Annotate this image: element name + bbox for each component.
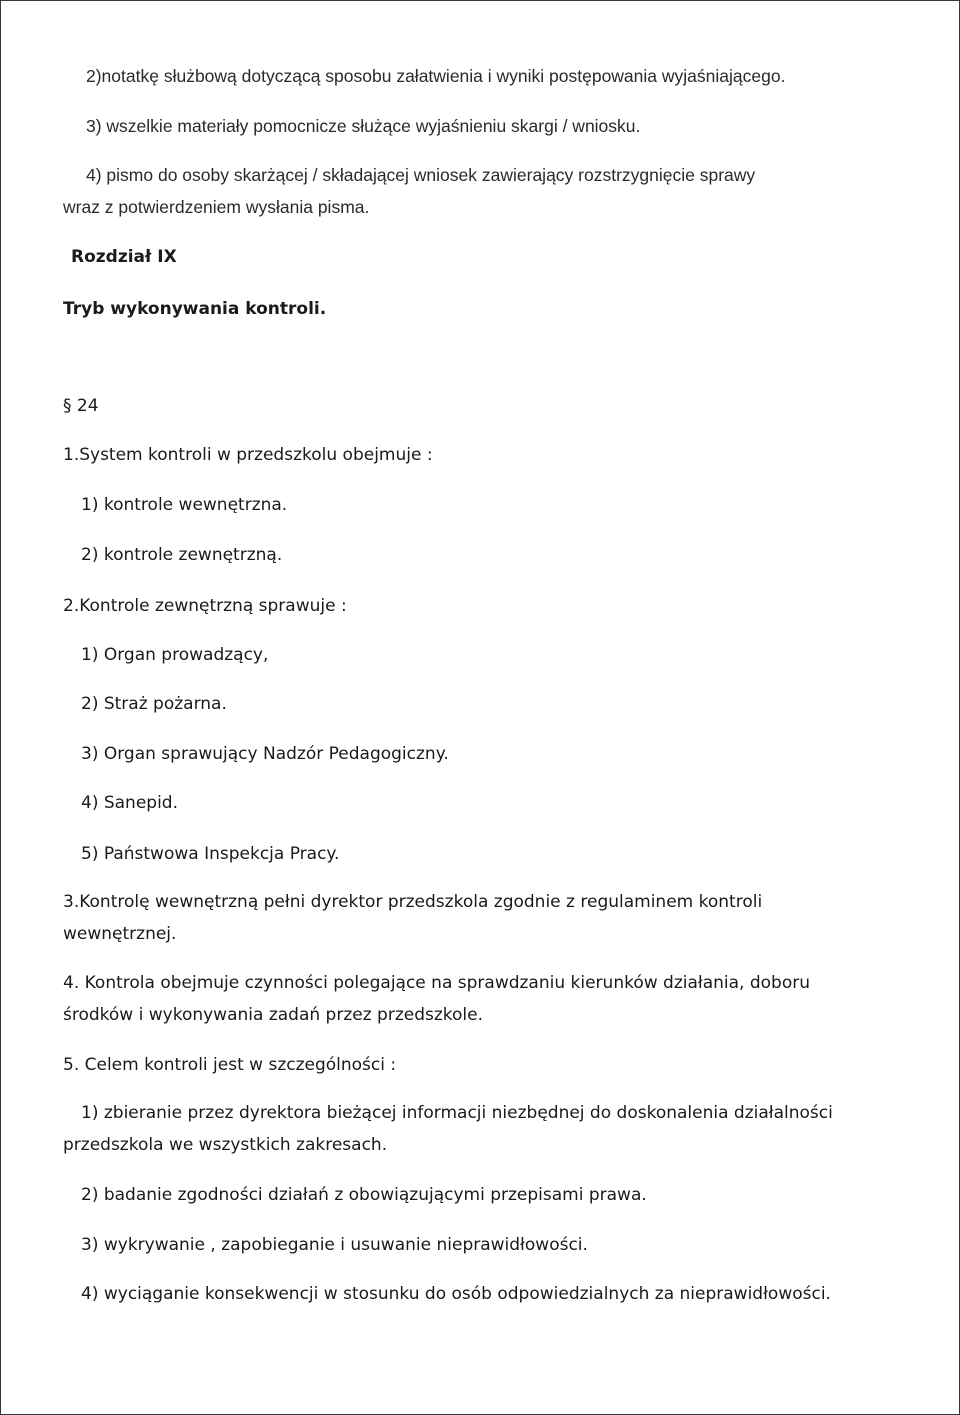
chapter-title: Tryb wykonywania kontroli. [63,299,327,319]
list-item: 2) badanie zgodności działań z obowiązującymi przepisami prawa. [81,1185,647,1205]
list-item: 2) kontrole zewnętrzną. [81,545,283,565]
list-item-continuation: przedszkola we wszystkich zakresach. [63,1135,388,1155]
paragraph-mark: § 24 [63,396,99,416]
section-text: wewnętrznej. [63,924,177,944]
list-item-continuation: wraz z potwierdzeniem wysłania pisma. [63,197,370,217]
list-item: 3) wykrywanie , zapobieganie i usuwanie nieprawidłowości. [81,1235,588,1255]
section-heading: 5. Celem kontroli jest w szczególności : [63,1055,397,1075]
section-text: środków i wykonywania zadań przez przedszkole. [63,1005,483,1025]
list-item: 1) Organ prowadzący, [81,645,269,665]
list-item: 3) Organ sprawujący Nadzór Pedagogiczny. [81,744,449,764]
section-text: 3.Kontrolę wewnętrzną pełni dyrektor przedszkola zgodnie z regulaminem kontroli [63,892,763,912]
list-item: 4) wyciąganie konsekwencji w stosunku do osób odpowiedzialnych za nieprawidłowości. [81,1284,831,1304]
section-text: 4. Kontrola obejmuje czynności polegające na sprawdzaniu kierunków działania, doboru [63,973,811,993]
list-item: 5) Państwowa Inspekcja Pracy. [81,844,340,864]
chapter-number: Rozdział IX [71,247,177,267]
list-item: 1) kontrole wewnętrzna. [81,495,288,515]
section-heading: 2.Kontrole zewnętrzną sprawuje : [63,596,347,616]
list-item: 4) pismo do osoby skarżącej / składającej wniosek zawierający rozstrzygnięcie sprawy [86,165,756,185]
section-heading: 1.System kontroli w przedszkolu obejmuje : [63,445,433,465]
list-item: 2) Straż pożarna. [81,694,227,714]
list-item: 1) zbieranie przez dyrektora bieżącej informacji niezbędnej do doskonalenia działalności [81,1103,833,1123]
list-item: 3) wszelkie materiały pomocnicze służące wyjaśnieniu skargi / wniosku. [86,116,641,136]
list-item: 2)notatkę służbową dotyczącą sposobu załatwienia i wyniki postępowania wyjaśniającego. [86,66,786,86]
list-item: 4) Sanepid. [81,793,179,813]
